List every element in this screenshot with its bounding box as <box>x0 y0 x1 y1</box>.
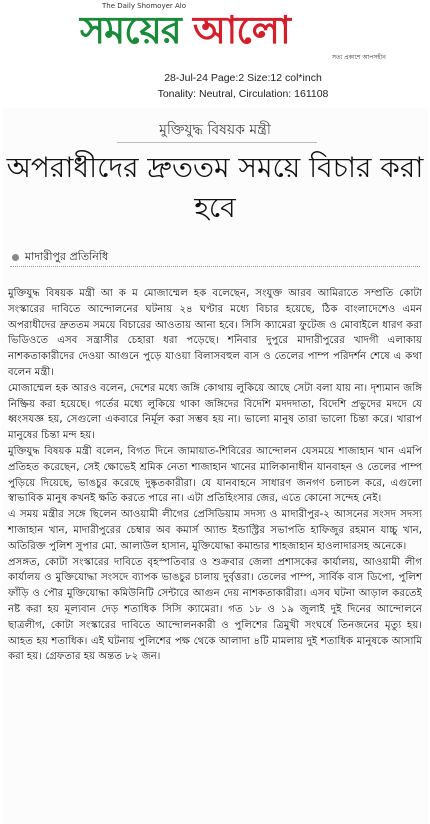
article-body <box>8 286 422 665</box>
article-clipping <box>2 108 428 824</box>
masthead-english-name: The Daily Shomoyer Alo <box>102 2 187 10</box>
logo-part-1: সময়ের <box>80 8 181 52</box>
newspaper-logo <box>80 6 290 54</box>
byline-text: মাদারীপুর প্রতিনিধি <box>25 250 109 263</box>
article-paragraph: মুক্তিযুদ্ধ বিষয়ক মন্ত্রী বলেন, বিগত দিনে জামায়াত-শিবিরের আন্দোলন যেসময়ে শাজাহান খান এমপি প্রতিহত করেছেন, সেই ক্ষোভেই শ্রমিক নেতা শাজাহান খানের মালিকানাধীন যানবাহন ও তেলের পাম্প পুড়িয়ে দিয়েছে, ভাঙচুর করেছে দুষ্কৃতকারীরা। যে যানবাহনে সাধারণ জনগণ চলাচল করে, এগুলো স্বাভাবিক মানুষ কখনই ক্ষতি করতে পারে না। এটা প্রতিহিংসার জের, এতে কোনো সন্দেহ নেই। <box>8 445 422 505</box>
article-kicker: মুক্তিযুদ্ধ বিষয়ক মন্ত্রী <box>159 122 271 138</box>
article-paragraph: প্রসঙ্গত, কোটা সংস্কারের দাবিতে বৃহস্পতিবার ও শুক্রবার জেলা প্রশাসকের কার্যালয়, আওয়ামী লীগ কার্যালয় ও মুক্তিযোদ্ধা সংসদে ব্যাপক ভাঙচুর চালায় দুর্বৃত্তরা। তেলের পাম্প, সার্বিক বাস ডিপো, পুলিশ ফাঁড়ি ও পৌর মুক্তিযোদ্ধা কমিউনিটি সেন্টারে আগুন দেয় নাশকতাকারীরা। এসব ঘটনা আড়াল করতেই নষ্ট করা হয় মূল্যবান দেড় শতাধিক সিসি ক্যামেরা। গত ১৮ ও ১৯ জুলাই দুই দিনের আন্দোলনে ছাত্রলীগ, কোটা সংস্কারের দাবিতে আন্দোলনকারী ও পুলিশের ত্রিমুখী সংঘর্ষে তিনজনের মৃত্যু হয়। আহত হয় শতাধিক। এই ঘটনায় পুলিশের পক্ষ থেকে আলাদা ৪টি মামলায় দুই শতাধিক মানুষকে আসামি করা হয়। গ্রেফতার হয় অন্তত ৮২ জন। <box>8 556 422 663</box>
bullet-icon <box>12 254 19 261</box>
article-paragraph: মুক্তিযুদ্ধ বিষয়ক মন্ত্রী আ ক ম মোজাম্মেল হক বলেছেন, সংযুক্ত আরব আমিরাতে সম্প্রতি কোটা সংস্কারের দাবিতে আন্দোলনের ঘটনায় ২৪ ঘণ্টার মধ্যে বিচার হয়েছে, ঠিক বাংলাদেশেও এমন অপরাধীদের দ্রুততম সময়ে বিচারের আওতায় আনা হবে। সিসি ক্যামেরা ফুটেজ ও মোবাইলে ধারণ করা ভিডিওতে এসব সন্ত্রাসীর চেহারা ধরা পড়েছে। শনিবার দুপুরে মাদারীপুরের খাদগী এলাকায় নাশকতাকারীদের দেওয়া আগুনে পুড়ে যাওয়া বিলাসবহুল বাস ও তেলের পাম্প পরিদর্শন শেষে এ কথা বলেন মন্ত্রী। <box>8 288 422 378</box>
masthead-tagline: সত্য প্রকাশে আপসহীন <box>332 54 386 61</box>
clipping-meta-line-2: Tonality: Neutral, Circulation: 161108 <box>157 88 329 100</box>
article-paragraph: এ সময় মন্ত্রীর সঙ্গে ছিলেন আওয়ামী লীগের প্রেসিডিয়াম সদস্য ও মাদারীপুর-২ আসনের সংসদ সদস্য শাজাহান খান, মাদারীপুরের চেম্বার অব কমার্স অ্যান্ড ইন্ডাস্ট্রির সভাপতি হাফিজুর রহমান যাচ্চু খান, অতিরিক্ত পুলিশ সুপার মো. আলাউল হাসান, মুক্তিযোদ্ধা কমান্ডার শাহজাহান হাওলাদারসহ অনেকে। <box>8 509 422 552</box>
logo-part-2: আলো <box>180 8 290 52</box>
article-headline: অপরাধীদের দ্রুততম সময়ে বিচার করা হবে <box>6 151 424 224</box>
kicker-divider <box>117 142 317 143</box>
byline-divider <box>10 266 420 267</box>
masthead <box>0 0 430 62</box>
article-paragraph: মোজাম্মেল হক আরও বলেন, দেশের মধ্যে জঙ্গি কোথায় লুকিয়ে আছে সেটা বলা যায় না। দৃশ্যমান জঙ্গি নিষ্ক্রিয় করা হয়েছে। গর্তের মধ্যে লুকিয়ে থাকা জঙ্গিদের বিদেশি মদদদাতা, বিদেশি প্রভুদের মদদে যে ধ্বংসযজ্ঞ হয়, সেগুলো একবারে নির্মূল করা সম্ভব হয় না। ভালো মানুষ তারা ভালো চিন্তা করে। খারাপ মানুষের চিন্তা মন্দ হয়। <box>8 382 422 442</box>
clipping-meta-line-1: 28-Jul-24 Page:2 Size:12 col*inch <box>164 72 322 84</box>
article-byline <box>12 248 108 267</box>
